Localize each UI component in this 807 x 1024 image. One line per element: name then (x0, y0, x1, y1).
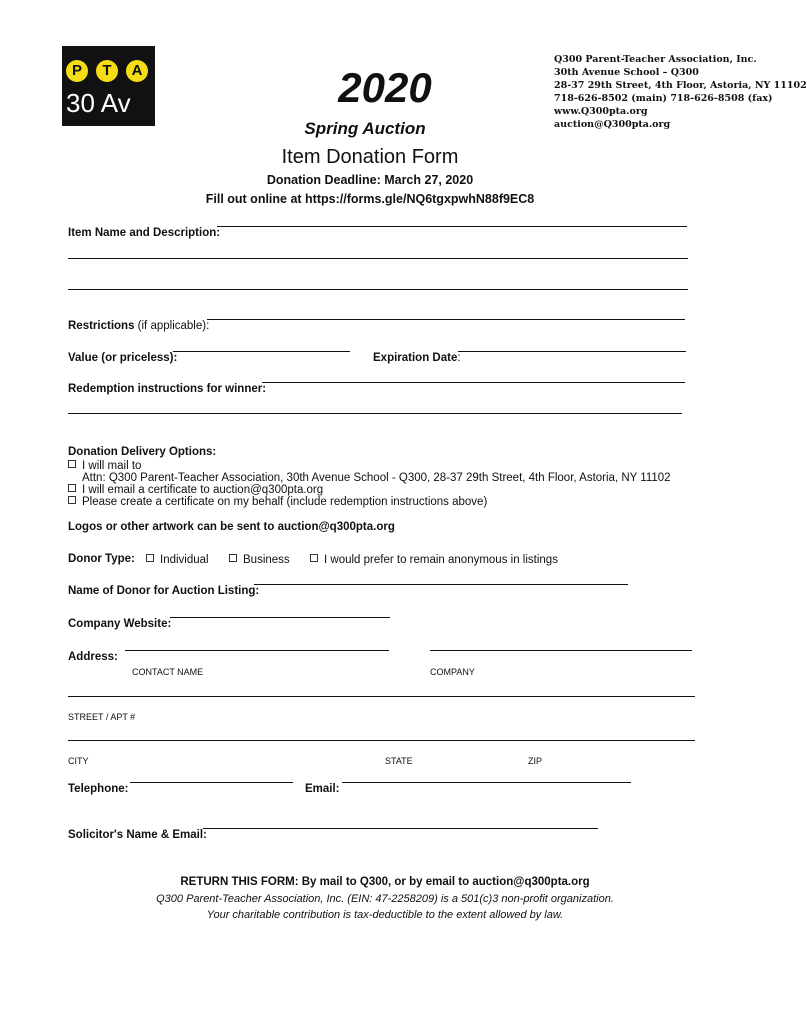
email-label: Email: (305, 783, 340, 795)
donation-deadline: Donation Deadline: March 27, 2020 (266, 173, 474, 187)
return-instructions: RETURN THIS FORM: By mail to Q300, or by email to auction@q300pta.org (180, 876, 590, 888)
company-website-field[interactable] (170, 617, 390, 618)
org-line: 718-626-8502 (main) 718-626-8508 (fax) (554, 93, 773, 104)
logo-30av: 30 Av (66, 88, 131, 118)
expiration-label (373, 352, 461, 364)
ein-statement: Q300 Parent-Teacher Association, Inc. (EIN: 47-2258209) is a 501(c)3 non-profit organization. (156, 893, 614, 905)
city-state-zip-field[interactable] (68, 740, 695, 741)
delivery-option-email-label: I will email a certificate to auction@q300pta.org (82, 484, 324, 496)
donor-type-individual-label: Individual (160, 554, 209, 566)
item-description-line[interactable] (68, 289, 688, 290)
contact-name-field[interactable] (125, 650, 389, 651)
solicitor-field[interactable] (203, 828, 598, 829)
delivery-options-title: Donation Delivery Options: (68, 446, 217, 458)
telephone-label: Telephone: (68, 783, 129, 795)
org-line: auction@Q300pta.org (554, 119, 671, 130)
zip-caption: ZIP (528, 756, 543, 766)
donor-type-label: Donor Type: (68, 553, 135, 565)
expiration-field[interactable] (458, 351, 686, 352)
org-info (554, 53, 807, 131)
delivery-option-create[interactable] (68, 496, 487, 508)
checkbox-icon[interactable] (68, 484, 76, 492)
item-name-field[interactable] (217, 226, 687, 227)
tax-statement: Your charitable contribution is tax-deductible to the extent allowed by law. (206, 909, 564, 921)
donor-type-individual[interactable] (146, 554, 209, 566)
telephone-field[interactable] (130, 782, 293, 783)
checkbox-icon[interactable] (146, 554, 154, 562)
org-line: Q300 Parent-Teacher Association, Inc. (554, 54, 757, 65)
expiration-label-text: Expiration Date (373, 352, 458, 364)
checkbox-icon[interactable] (68, 460, 76, 468)
donor-type-business-label: Business (243, 554, 290, 566)
street-caption: STREET / APT # (68, 712, 136, 722)
email-field[interactable] (342, 782, 631, 783)
org-line: 30th Avenue School – Q300 (554, 67, 699, 78)
logos-note: Logos or other artwork can be sent to auction@q300pta.org (68, 521, 395, 533)
company-field[interactable] (430, 650, 692, 651)
company-caption: COMPANY (430, 667, 475, 677)
checkbox-icon[interactable] (68, 496, 76, 504)
expiration-colon: : (457, 352, 461, 364)
delivery-option-email[interactable] (68, 484, 323, 496)
value-field[interactable] (173, 351, 350, 352)
contact-name-caption: CONTACT NAME (132, 667, 204, 677)
solicitor-label: Solicitor's Name & Email: (68, 829, 207, 841)
value-label: Value (or priceless): (68, 352, 178, 364)
pta-logo (62, 46, 155, 126)
checkbox-icon[interactable] (229, 554, 237, 562)
mailing-address: Attn: Q300 Parent-Teacher Association, 30th Avenue School - Q300, 28-37 29th Street, 4th Floor, Astoria, NY 11102 (82, 472, 671, 484)
event-subtitle: Spring Auction (304, 119, 426, 138)
street-field[interactable] (68, 696, 695, 697)
address-label: Address: (68, 651, 118, 663)
item-description-line[interactable] (68, 258, 688, 259)
logo-letter-a: A (126, 60, 148, 82)
logo-letter-t: T (96, 60, 118, 82)
delivery-option-mail-label: I will mail to (82, 460, 142, 472)
restrictions-label (68, 320, 209, 332)
donor-name-field[interactable] (254, 584, 628, 585)
restrictions-note: (if applicable): (137, 320, 210, 332)
restrictions-label-text: Restrictions (68, 320, 135, 332)
redemption-label: Redemption instructions for winner: (68, 383, 267, 395)
logo-letter-p: P (66, 60, 88, 82)
donor-type-business[interactable] (229, 554, 290, 566)
form-title: Item Donation Form (281, 146, 459, 168)
donor-type-anonymous-label: I would prefer to remain anonymous in listings (324, 554, 558, 566)
item-name-label: Item Name and Description: (68, 227, 221, 239)
org-line: 28-37 29th Street, 4th Floor, Astoria, NY 11102 (554, 80, 807, 91)
redemption-field[interactable] (262, 382, 685, 383)
online-form-link: Fill out online at https://forms.gle/NQ6tgxpwhN88f9EC8 (205, 192, 535, 206)
donor-name-label: Name of Donor for Auction Listing: (68, 585, 260, 597)
state-caption: STATE (385, 756, 413, 766)
event-year: 2020 (338, 64, 432, 111)
donor-type-anonymous[interactable] (310, 554, 558, 566)
checkbox-icon[interactable] (310, 554, 318, 562)
org-line: www.Q300pta.org (554, 106, 648, 117)
restrictions-field[interactable] (207, 319, 685, 320)
delivery-option-create-label: Please create a certificate on my behalf (include redemption instructions above) (82, 496, 488, 508)
delivery-option-mail[interactable] (68, 460, 141, 472)
company-website-label: Company Website: (68, 618, 172, 630)
city-caption: CITY (68, 756, 89, 766)
redemption-line[interactable] (68, 413, 682, 414)
